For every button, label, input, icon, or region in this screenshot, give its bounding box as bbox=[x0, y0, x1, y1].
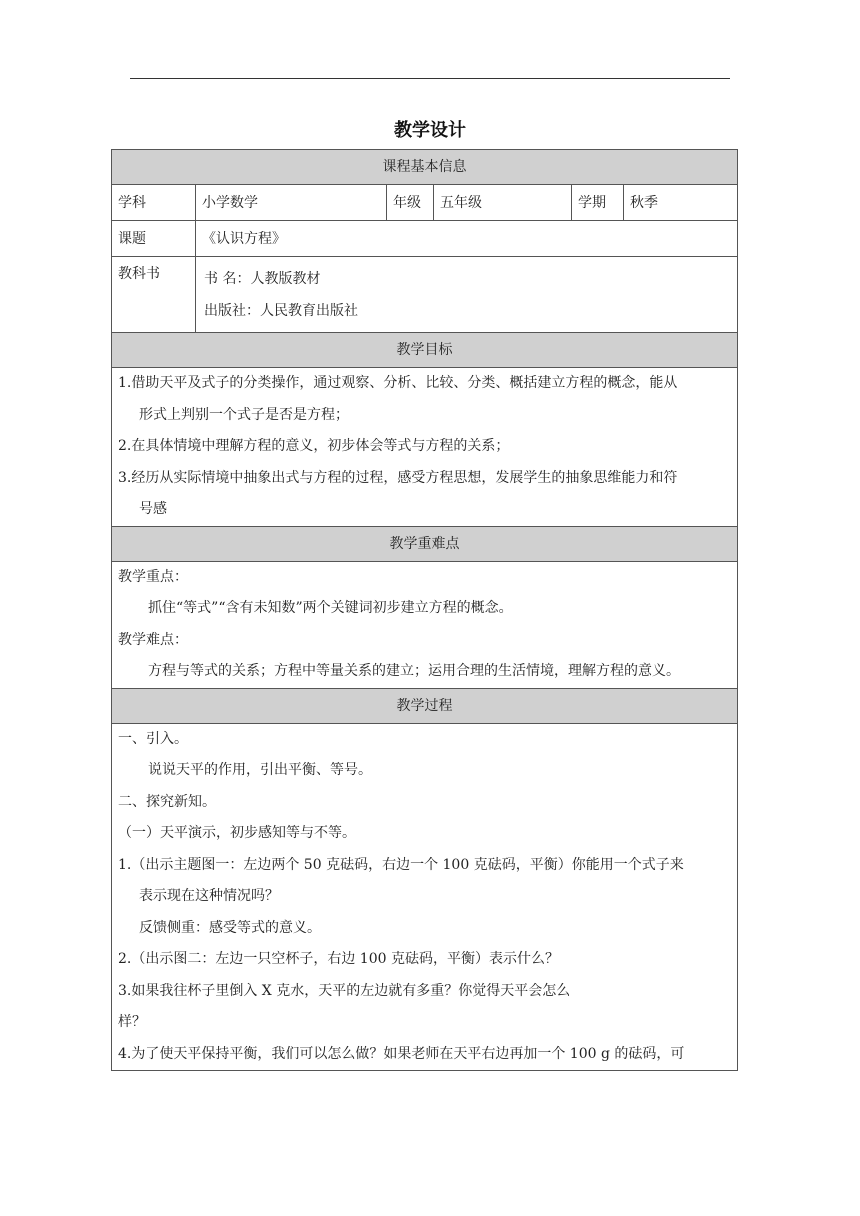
objectives-content bbox=[112, 368, 738, 527]
subject-value: 小学数学 bbox=[196, 185, 387, 221]
objective-1-line-2: 形式上判别一个式子是否是方程； bbox=[139, 406, 349, 423]
objective-3-line-2: 号感 bbox=[139, 501, 167, 517]
difficulty-text: 方程与等式的关系；方程中等量关系的建立；运用合理的生活情境，理解方程的意义。 bbox=[148, 663, 680, 679]
lesson-plan-table bbox=[111, 149, 738, 1071]
section-title: 课程基本信息 bbox=[112, 150, 738, 185]
focus-label: 教学重点： bbox=[118, 568, 188, 585]
grade-value: 五年级 bbox=[434, 185, 572, 221]
focus-text: 抓住“等式”“含有未知数”两个关键词初步建立方程的概念。 bbox=[148, 600, 513, 616]
document-title: 教学设计 bbox=[394, 120, 466, 141]
objectives-row bbox=[112, 368, 738, 527]
info-row-subject bbox=[112, 185, 738, 221]
header-rule bbox=[130, 78, 730, 79]
process-step-explore: 二、探究新知。 bbox=[118, 793, 216, 810]
book-name-line bbox=[204, 263, 731, 295]
textbook-label: 教科书 bbox=[112, 257, 196, 333]
topic-label: 课题 bbox=[112, 221, 196, 257]
section-header-process bbox=[112, 688, 738, 723]
topic-value: 《认识方程》 bbox=[196, 221, 738, 257]
process-step-intro: 一、引入。 bbox=[118, 730, 188, 747]
process-item-4: 4.为了使天平保持平衡，我们可以怎么做？如果老师在天平右边再加一个 100 g 的砝码，可 bbox=[118, 1045, 685, 1062]
term-label: 学期 bbox=[572, 185, 624, 221]
process-sub-balance: （一）天平演示，初步感知等与不等。 bbox=[118, 825, 356, 841]
process-content bbox=[112, 723, 738, 1071]
section-header-basic-info bbox=[112, 150, 738, 185]
subject-label: 学科 bbox=[112, 185, 196, 221]
grade-label: 年级 bbox=[387, 185, 434, 221]
process-feedback: 反馈侧重：感受等式的意义。 bbox=[139, 919, 321, 936]
objective-3-line-1: 3.经历从实际情境中抽象出式与方程的过程，感受方程思想，发展学生的抽象思维能力和符 bbox=[118, 469, 678, 486]
process-intro-text: 说说天平的作用，引出平衡、等号。 bbox=[148, 762, 372, 778]
section-title: 教学过程 bbox=[112, 688, 738, 723]
section-header-key-points bbox=[112, 526, 738, 561]
key-points-row bbox=[112, 561, 738, 688]
info-row-textbook bbox=[112, 257, 738, 333]
section-header-objectives bbox=[112, 333, 738, 368]
process-item-2: 2.（出示图二：左边一只空杯子，右边 100 克砝码，平衡）表示什么？ bbox=[118, 951, 559, 967]
book-name-key: 书 名： bbox=[204, 270, 251, 287]
term-value: 秋季 bbox=[624, 185, 738, 221]
section-title: 教学目标 bbox=[112, 333, 738, 368]
textbook-value bbox=[196, 257, 738, 333]
process-row bbox=[112, 723, 738, 1071]
publisher-line: 出版社：人民教育出版社 bbox=[204, 302, 358, 319]
book-name-value: 人教版教材 bbox=[250, 270, 321, 287]
objective-1-line-1: 1.借助天平及式子的分类操作，通过观察、分析、比较、分类、概括建立方程的概念，能从 bbox=[118, 375, 678, 391]
process-item-1-line-2: 表示现在这种情况吗？ bbox=[139, 888, 279, 904]
section-title: 教学重难点 bbox=[112, 526, 738, 561]
process-item-3-line-1: 3.如果我往杯子里倒入 X 克水，天平的左边就有多重？你觉得天平会怎么 bbox=[118, 982, 571, 999]
key-points-content bbox=[112, 561, 738, 688]
process-item-1-line-1: 1.（出示主题图一：左边两个 50 克砝码，右边一个 100 克砝码，平衡）你能用一个式子来 bbox=[118, 856, 684, 873]
process-item-3-line-2: 样？ bbox=[118, 1014, 146, 1030]
info-row-topic bbox=[112, 221, 738, 257]
difficulty-label: 教学难点： bbox=[118, 631, 188, 648]
objective-2: 2.在具体情境中理解方程的意义，初步体会等式与方程的关系； bbox=[118, 438, 510, 454]
